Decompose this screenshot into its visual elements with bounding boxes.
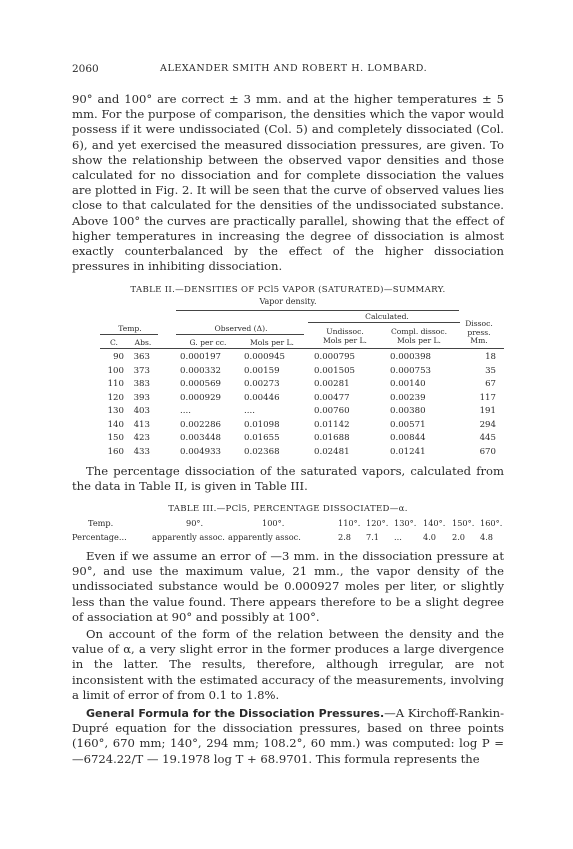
cell-undissoc: 0.001505 [314,365,356,376]
paragraph-1 [72,92,504,274]
cell-temp-c: 130 [107,406,124,416]
table-3-value: 4.0 [423,532,437,542]
table-3-value: 7.1 [366,532,380,542]
paragraph-5-text [72,706,504,767]
cell-temp-c: 110 [107,379,124,389]
paragraph-5-body: —A Kirchoff-Rankin-Dupré equation for the dissociation pressures, based on three points (160°, 670 mm; 140°, 294 mm; 108.2°, 60 mm.) was computed: log P = —6724.22/T — 19.1978 log T + 68.9701. This formula represents the [72,706,504,766]
cell-mols-per-l: 0.01655 [244,433,280,443]
dissoc-press-header-line2: press. [467,327,491,337]
cell-temp-abs: 403 [133,406,150,416]
paragraph-3 [72,549,504,625]
table-3-value: 2.8 [338,532,352,542]
g-per-cc-header: G. per cc. [189,338,227,347]
cell-undissoc: 0.02481 [314,446,350,457]
cell-g-per-cc: 0.000929 [180,392,222,403]
cell-dissoc-press: 18 [485,352,496,362]
table-3-value: apparently assoc. [152,532,225,542]
calculated-rule [308,322,460,323]
page-header [72,63,504,77]
cell-mols-per-l: 0.01098 [244,419,280,430]
cell-compl-dissoc: 0.00571 [390,419,426,430]
section-heading: General Formula for the Dissociation Pressures. [86,707,385,720]
cell-compl-dissoc: 0.000398 [390,352,432,362]
cell-compl-dissoc: 0.000753 [390,365,432,376]
table-3-temp-header: 130°. [394,518,417,528]
cell-undissoc: 0.01688 [314,433,350,443]
cell-temp-abs: 423 [133,433,150,443]
cell-temp-c: 100 [107,365,124,376]
c-header: C. [110,338,118,347]
paragraph-2-text: The percentage dissociation of the saturated vapors, calculated from the data in Table II, is given in Table III. [72,464,504,494]
table-3-percentage-label: Percentage... [72,532,127,542]
cell-undissoc: 0.00477 [314,392,350,403]
observed-rule [176,334,304,335]
cell-compl-dissoc: 0.00140 [390,379,426,389]
table-2-subcaption: Vapor density. [259,297,317,306]
cell-mols-per-l: 0.00446 [244,392,280,403]
temp-rule [100,334,158,335]
table-3-temp-header: 110°. [338,518,361,528]
cell-undissoc: 0.00281 [314,379,350,389]
paragraph-4-text: On account of the form of the relation between the density and the value of α, a very slight error in the former produces a large divergence in the latter. The results, therefore, although irregular, are not inconsistent with the estimated accuracy of the measurements, involving a limit of error of from 0.1 to 1.8%. [72,627,504,702]
table-3-value: apparently assoc. [228,532,301,542]
table-3-value: ... [394,532,402,542]
dissoc-press-header-line3: Mm. [470,336,488,346]
cell-dissoc-press: 117 [479,392,496,403]
observed-header: Observed (Δ). [214,324,268,333]
cell-undissoc: 0.00760 [314,406,350,416]
cell-compl-dissoc: 0.00380 [390,406,426,416]
compl-dissoc-header [382,328,456,345]
page-number: 2060 [72,63,99,75]
cell-mols-per-l: 0.000945 [244,352,286,362]
vapor-density-rule [176,310,459,311]
cell-temp-c: 120 [107,392,124,403]
table-3-value: 4.8 [480,532,494,542]
cell-dissoc-press: 35 [485,365,496,376]
cell-g-per-cc: 0.000569 [180,379,222,389]
undissoc-header-line2: Mols per L. [323,335,367,345]
table-3-temp-header: 120°. [366,518,389,528]
table-3-temp-header: 150°. [452,518,475,528]
cell-temp-abs: 383 [133,379,150,389]
undissoc-header [308,328,382,345]
cell-temp-abs: 413 [133,419,150,430]
header-bottom-rule [100,348,504,349]
mols-per-l-header: Mols per L. [250,338,294,347]
cell-temp-abs: 393 [133,392,150,403]
running-title: ALEXANDER SMITH AND ROBERT H. LOMBARD. [160,63,428,74]
table-3-temp-header: 140°. [423,518,446,528]
cell-g-per-cc: 0.000332 [180,365,222,376]
cell-dissoc-press: 191 [479,406,496,416]
paragraph-5 [72,706,504,767]
abs-header: Abs. [134,338,152,347]
dissoc-press-header [454,320,504,346]
table-2-caption: TABLE II.—DENSITIES OF PCl5 VAPOR (SATURATED)—SUMMARY. [130,285,446,295]
cell-g-per-cc: 0.004933 [180,446,222,457]
cell-undissoc: 0.000795 [314,352,356,362]
cell-temp-abs: 373 [133,365,150,376]
cell-temp-abs: 433 [133,446,150,457]
paragraph-2 [72,464,504,494]
cell-g-per-cc: 0.000197 [180,352,222,362]
undissoc-header-line1: Undissoc. [326,327,364,336]
cell-mols-per-l: 0.00273 [244,379,280,389]
paragraph-4 [72,627,504,703]
compl-dissoc-header-line2: Mols per L. [397,335,441,345]
table-3-temp-header: 160°. [480,518,503,528]
cell-mols-per-l: 0.00159 [244,365,280,376]
temp-header: Temp. [118,324,142,333]
cell-compl-dissoc: 0.00844 [390,433,426,443]
cell-undissoc: 0.01142 [314,419,350,430]
dissoc-press-header-line1: Dissoc. [465,319,493,328]
table-3-value: 2.0 [452,532,466,542]
cell-temp-c: 90 [113,352,124,362]
cell-dissoc-press: 67 [485,379,496,389]
cell-mols-per-l: .... [244,406,255,416]
cell-g-per-cc: .... [180,406,191,416]
cell-mols-per-l: 0.02368 [244,446,280,457]
cell-temp-c: 150 [107,433,124,443]
paragraph-3-text: Even if we assume an error of —3 mm. in the dissociation pressure at 90°, and use the maximum value, 21 mm., the vapor density of the undissociated substance would be 0.000927 moles per liter, or slightly less than the value found. There appears therefore to be a slight degree of association at 90° and possibly at 100°. [72,549,504,624]
cell-compl-dissoc: 0.01241 [390,446,426,457]
cell-dissoc-press: 294 [479,419,496,430]
paragraph-1-text: 90° and 100° are correct ± 3 mm. and at the higher temperatures ± 5 mm. For the purpose of comparison, the densities which the vapor would possess if it were undissociated (Col. 5) and completely dissociated (Col. 6), and yet exercised the measured dissociation pressures, are given. To show the relationship between the observed vapor densities and those calculated for no dissociation and for complete dissociation the values are plotted in Fig. 2. It will be seen that the curve of observed values lies close to that calculated for the densities of the undissociated substance. Above 100° the curves are practically parallel, showing that the effect of higher temperatures in increasing the degree of dissociation is almost exactly counterbalanced by the effect of the higher dissociation pressures in inhibiting dissociation. [72,92,504,274]
compl-dissoc-header-line1: Compl. dissoc. [390,327,448,336]
cell-temp-c: 140 [107,419,124,430]
cell-g-per-cc: 0.002286 [180,419,222,430]
cell-dissoc-press: 445 [479,433,496,443]
table-3-temp-label: Temp. [88,518,114,528]
table-3-temp-header: 100°. [262,518,285,528]
table-3-temp-header: 90°. [186,518,204,528]
table-3-caption: TABLE III.—PCl5, PERCENTAGE DISSOCIATED—α. [168,504,408,514]
cell-temp-abs: 363 [133,352,150,362]
cell-dissoc-press: 670 [479,446,496,457]
cell-compl-dissoc: 0.00239 [390,392,426,403]
calculated-header: Calculated. [365,312,409,321]
cell-temp-c: 160 [107,446,124,457]
cell-g-per-cc: 0.003448 [180,433,222,443]
